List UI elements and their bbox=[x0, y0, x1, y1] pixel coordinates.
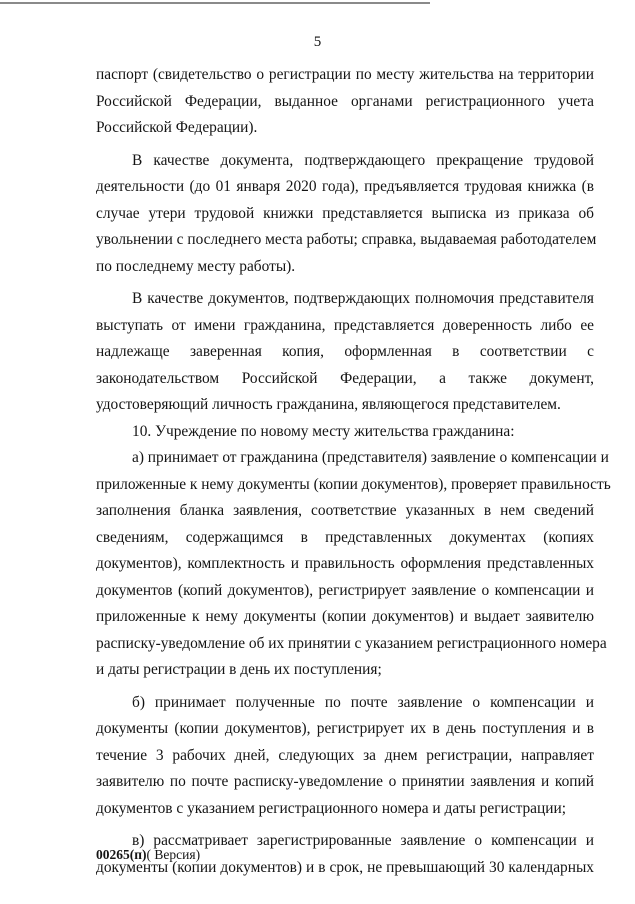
text-line: документы (копии документов) и в срок, не превышающий 30 календарных bbox=[96, 858, 594, 876]
text-line: В качестве документа, подтверждающего прекращение трудовой bbox=[132, 151, 594, 169]
text-line: надлежаще заверенная копия, оформленная в соответствии с bbox=[96, 343, 594, 360]
text-line: сведениям, содержащимся в представленных документах (копиях bbox=[96, 528, 594, 546]
text-line: заполнения бланка заявления, соответствие указанных в нем сведений bbox=[96, 502, 594, 519]
document-body bbox=[96, 62, 611, 881]
text-line: и даты регистрации в день их поступления; bbox=[96, 661, 382, 678]
text-line: удостоверяющий личность гражданина, являющегося представителем. bbox=[96, 396, 561, 413]
text-line: случае утери трудовой книжки представляется выписка из приказа об bbox=[96, 204, 594, 222]
top-rule bbox=[0, 2, 430, 4]
text-line: паспорт (свидетельство о регистрации по месту жительства на территории bbox=[96, 66, 594, 83]
text-line: документов (копий документов), регистрирует заявление о компенсации и bbox=[96, 581, 594, 599]
text-line: в) рассматривает зарегистрированные заявление о компенсации и bbox=[132, 832, 594, 849]
text-line: заявителю по почте расписку-уведомление о принятии заявления и копий bbox=[96, 773, 594, 790]
text-line: приложенные к нему документы (копии документов), проверяет правильность bbox=[96, 475, 611, 493]
text-line: выступать от имени гражданина, представляется доверенность либо ее bbox=[96, 316, 594, 334]
text-line: документы (копии документов), регистрирует их в день поступления и в bbox=[96, 720, 594, 737]
text-line: деятельности (до 01 января 2020 года), предъявляется трудовая книжка (в bbox=[96, 178, 594, 195]
document-code: 00265(п) bbox=[96, 847, 147, 862]
text-line: Российской Федерации, выданное органами регистрационного учета bbox=[96, 92, 594, 110]
text-line: увольнении с последнего места работы; справка, выдаваемая работодателем bbox=[96, 231, 597, 248]
text-line: Российской Федерации). bbox=[96, 119, 258, 136]
text-line: приложенные к нему документы (копии документов) и выдает заявителю bbox=[96, 608, 594, 625]
text-line: В качестве документов, подтверждающих полномочия представителя bbox=[132, 290, 594, 307]
text-line: по последнему месту работы). bbox=[96, 257, 296, 275]
document-version: ( Версия) bbox=[146, 847, 201, 862]
text-line: а) принимает от гражданина (представителя) заявление о компенсации и bbox=[132, 449, 609, 466]
footer bbox=[96, 847, 200, 863]
text-line: законодательством Российской Федерации, а также документ, bbox=[96, 369, 594, 387]
text-line: 10. Учреждение по новому месту жительства гражданина: bbox=[132, 422, 515, 440]
text-line: документов), комплектность и правильность оформления представленных bbox=[96, 555, 594, 572]
text-line: течение 3 рабочих дней, следующих за днем регистрации, направляет bbox=[96, 746, 594, 764]
page-number: 5 bbox=[313, 34, 322, 50]
text-line: б) принимает полученные по почте заявление о компенсации и bbox=[132, 693, 594, 711]
text-line: расписку-уведомление об их принятии с указанием регистрационного номера bbox=[96, 634, 607, 652]
text-line: документов с указанием регистрационного номера и даты регистрации; bbox=[96, 799, 566, 817]
